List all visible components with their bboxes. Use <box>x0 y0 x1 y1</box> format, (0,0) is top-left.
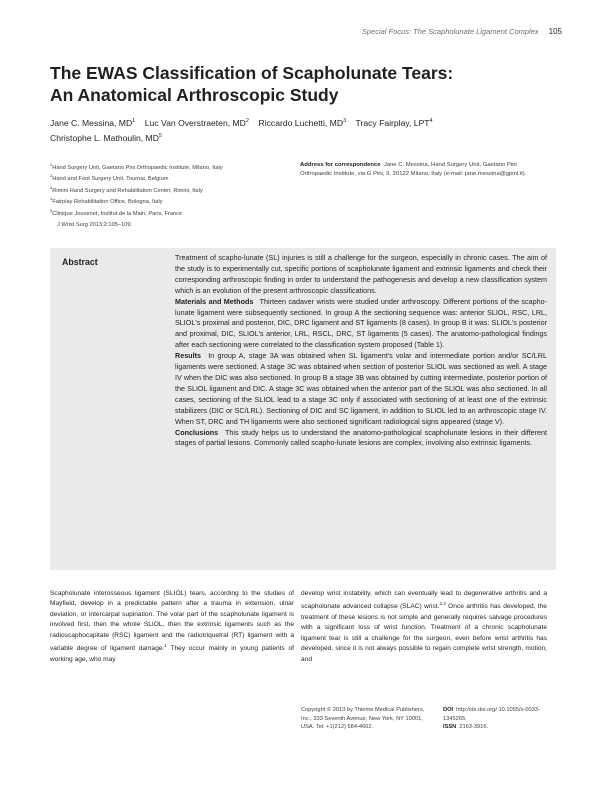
issn-value: 2163-3916. <box>459 724 489 731</box>
title-line-2: An Anatomical Arthroscopic Study <box>50 85 339 105</box>
body-column-right <box>301 589 547 665</box>
issn-line: ISSN 2163-3916. <box>443 724 489 731</box>
article-title <box>50 62 550 106</box>
page-number: 105 <box>548 27 562 36</box>
body-column-left <box>50 589 294 665</box>
abstract-label: Abstract <box>62 257 98 267</box>
author-name: Tracy Fairplay, LPT <box>355 117 430 128</box>
author-affiliation-mark: 2 <box>245 118 249 124</box>
author-name: Christophe L. Mathoulin, MD <box>50 132 159 143</box>
copyright-notice: Copyright © 2013 by Thieme Medical Publishers, Inc., 333 Seventh Avenue, New York, NY 10001, USA. Tel: +1(212) 584-4662. <box>301 707 425 731</box>
results-heading: Results <box>175 351 201 361</box>
running-head-section: Special Focus: The Scapholunate Ligament Complex <box>361 27 539 36</box>
reference-mark: 2,3 <box>439 601 446 607</box>
body-paragraph: develop wrist instability, which can eventually lead to degenerative arthritis and a scapholunate advanced collapse (SLAC) wrist.$^{2,3}$ Once arthritis has developed, the treatment of these lesions is not simple and generally requires salvage procedures with a significant loss of wrist function. Treatment of a chronic scapholunate ligament tear is still a challenge for the surgeon, even before wrist arthritis has developed, since it is not always possible to regain complete wrist strength, motion, and <box>301 590 547 663</box>
affiliation-list <box>50 161 300 218</box>
author-affiliation-mark: 1 <box>132 118 136 124</box>
correspondence-block <box>300 161 550 178</box>
reference-mark: 1 <box>164 643 167 649</box>
affiliation-item: $^4$Fairplay Rehabilitation Office, Bologna, Italy <box>50 196 163 206</box>
author-name: Luc Van Overstraeten, MD <box>144 117 246 128</box>
author-affiliation-mark: 5 <box>158 132 162 139</box>
conclusions-heading: Conclusions <box>175 427 219 437</box>
affiliation-item: $^1$Hand Surgery Unit, Gaetano Pini Orthopaedic Institute, Milano, Italy <box>50 162 223 171</box>
body-paragraph: Scapholunate interosseous ligament (SLIOL) tears, according to the studies of Mayfield, develop in a predictable pattern after a trauma in extension, ulnar deviation, or intercarpal supination. The volar part of the scapholunate ligament is involved first, then the whole SLIOL, then the extrinsic ligaments such as the radioscaphocapitate (RSC) ligament and the radiotriquetral (RT) ligament with a variable degree of ligament damage.$^1$ They occur mainly in young patients of working age, who may <box>50 590 294 663</box>
correspondence-label: Address for correspondence <box>300 162 381 168</box>
abstract-body <box>175 253 547 449</box>
journal-citation: J Wrist Surg 2013;2:105–109. <box>57 222 133 228</box>
doi-value: http://dx.doi.org/ 10.1055/s-0033-1345265. <box>443 707 540 722</box>
affiliation-item: $^2$Hand and Foot Surgery Unit, Tournai, Belgium <box>50 173 169 183</box>
abstract-conclusions: Conclusions This study helps us to understand the anatomo-pathological scapholunate lesions in their different stages of partial lesions. Commonly called scapho-lunate lesions are complex, involving also extrinsic ligaments. <box>175 427 547 448</box>
abstract-results: Results In group A, stage 3A was obtained when SL ligament's volar and intermediate portion and/or SC/LRL ligaments were sectioned. A stage 3C was obtained when section of posterior SLIOL was sectioned as well. A stage IV when the DIC was also sectioned. In group B a stage 3B was obtained by cutting intermediate, posterior portion of the SLIOL ligament and DIC. A stage 3C was obtained when the anterior part of the SLIOL was also sectioned. In all cases, sectioning of the SLIOL lead to a stage 3C only if associated with sectioning of at least one of the extrinsic stabilizers (DIC or SC/LRL). Sectioning of DIC and SC ligament, in addition to SLIOL led to an arthroscopic stage IV. When ST, DRC and TH ligaments were also sectioned significant radiological signs appeared (stage V). <box>175 351 547 426</box>
author-affiliation-mark: 3 <box>343 118 347 124</box>
running-head <box>300 27 562 36</box>
doi-line: DOI http://dx.doi.org/ 10.1055/s-0033-1345265. <box>443 707 540 722</box>
abstract-methods: Materials and Methods Thirteen cadaver wrists were studied under arthroscopy. Different portions of the scapho-lunate ligament were subsequently sectioned. In group A the sectioning sequence was: anterior SLIOL, RSC, LRL, SLIOL's proximal and posterior, DIC, DRC ligament and ST ligaments (8 cases). In group B it was: SLIOL's posterior and proximal, DIC, SLIOL's anterior, LRL, RSCL, DRC, ST ligaments (5 cases). The anatomo-pathological findings after each sectioning were correlated to the classification system proposed (Table 1). <box>175 296 547 350</box>
affiliation-item: $^5$Clinique Jouvenet, Institut de la Main, Paris, France <box>50 207 183 217</box>
author-affiliation-mark: 4 <box>429 118 433 124</box>
author-name: Riccardo Luchetti, MD <box>258 117 344 128</box>
methods-heading: Materials and Methods <box>175 296 254 306</box>
author-list <box>50 115 570 145</box>
author-name: Jane C. Messina, MD <box>50 117 133 128</box>
abstract-intro: Treatment of scapho-lunate (SL) injuries is still a challenge for the surgeon, especially in chronic cases. The aim of the study is to experimentally cut, specific portions of scapholunate ligament and extrinsic ligaments and check their corresponding arthroscopic finding in order to understand the pathogenesis and develop a new classification system which is an evolution of the present arthroscopic classifications. <box>175 253 547 295</box>
article-identifiers <box>443 706 553 732</box>
correspondence-text: Jane C. Messina, Hand Surgery Unit, Gaetano Pini Orthopaedic Institute, via G Pini, 9, 20122 Milano, Italy (e-mail: jane.messina@gpini.it). <box>300 162 527 177</box>
title-line-1: The EWAS Classification of Scapholunate Tears: <box>50 63 454 83</box>
affiliation-item: $^3$Rimini Hand Surgery and Rehabilitation Center, Rimini, Italy <box>50 184 203 194</box>
